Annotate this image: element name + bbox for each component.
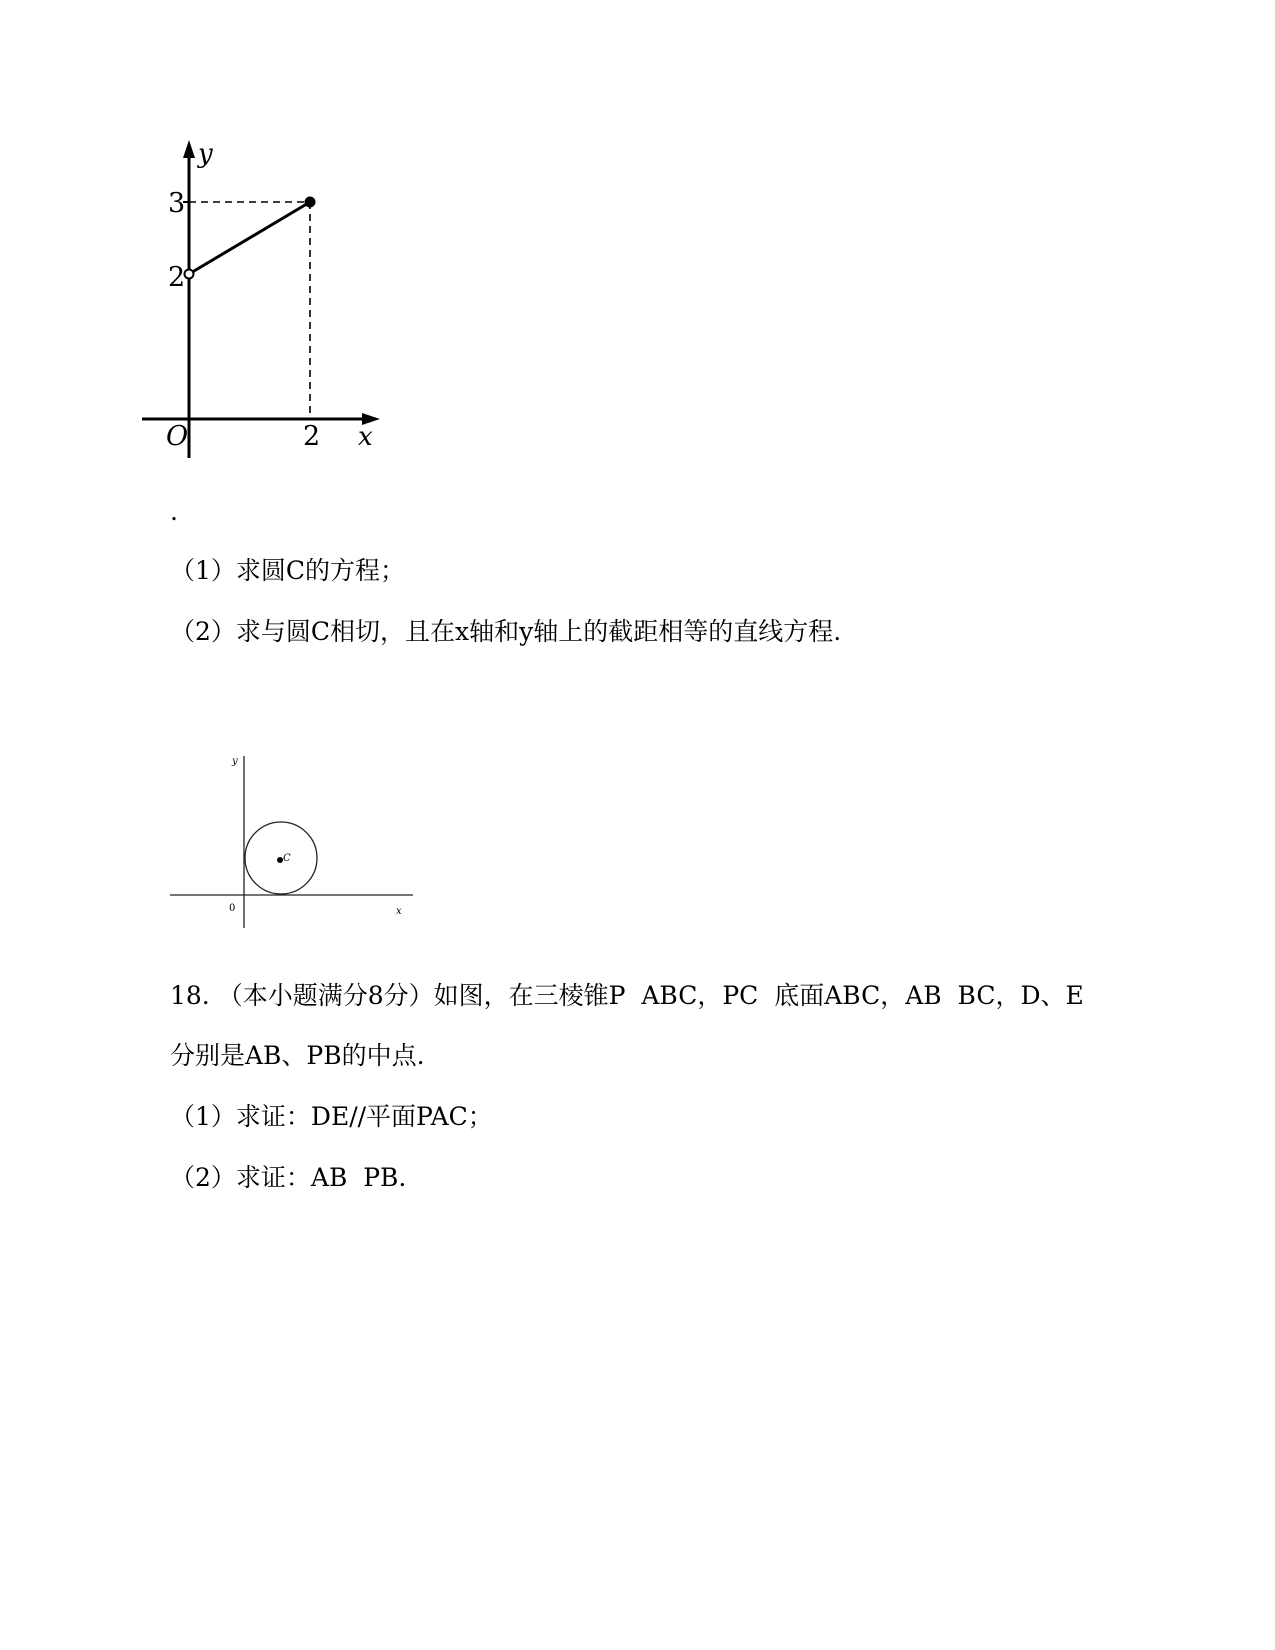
x-axis-label: x [396,906,402,917]
origin-label: 0 [229,903,236,914]
q18-part2: （2）求证：AB PB. [170,1163,407,1192]
q18-part1: （1）求证：DE//平面PAC； [170,1102,493,1131]
dot-line: . [170,497,178,526]
open-endpoint [185,270,194,279]
origin-label: O [166,421,189,452]
q18-line2: 分别是AB、PB的中点. [170,1041,425,1070]
y-tick-label-2: 2 [168,262,186,293]
graph-segment [189,202,310,274]
y-axis-label: y [232,756,238,767]
q18-line1: 18. （本小题满分8分）如图，在三棱锥P ABC，PC 底面ABC，AB BC，D、E [170,981,1084,1010]
q17-part2: （2）求与圆C相切，且在x轴和y轴上的截距相等的直线方程. [170,617,842,646]
closed-endpoint [305,197,316,208]
y-axis-label: y [198,139,213,169]
q17-part1: （1）求圆C的方程； [170,556,406,585]
figure-1-graph [140,138,400,468]
center-label: C [283,853,291,864]
y-tick-label-3: 3 [168,188,186,219]
x-tick-label-2: 2 [303,421,321,452]
figure-2-circle [165,748,425,938]
x-axis-label: x [358,422,373,452]
y-axis-arrow [183,140,195,158]
